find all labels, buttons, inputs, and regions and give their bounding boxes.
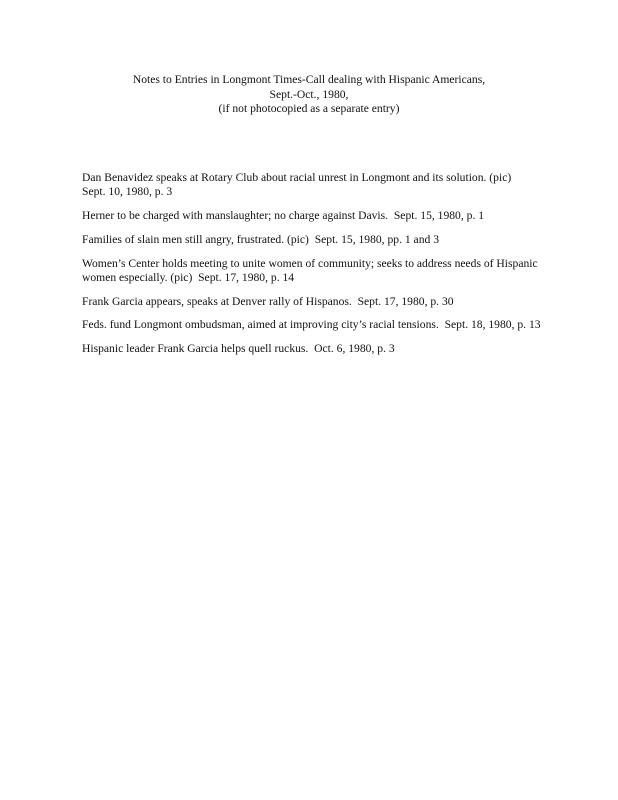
entry-item <box>82 318 552 332</box>
entry-description: Families of slain men still angry, frustrated. (pic) <box>82 232 309 246</box>
entry-citation: Sept. 10, 1980, p. 3 <box>82 185 173 199</box>
entry-description: Women’s Center holds meeting to unite women of community; seeks to address needs of Hispanic women especially. (pic) <box>82 256 538 284</box>
entry-citation: Sept. 17, 1980, p. 14 <box>198 270 295 284</box>
entry-item <box>82 295 552 309</box>
entry-citation: Oct. 6, 1980, p. 3 <box>314 342 395 356</box>
entry-item <box>82 209 552 223</box>
entry-citation: Sept. 15, 1980, p. 1 <box>393 209 485 222</box>
entry-list <box>82 171 552 366</box>
entry-item <box>82 171 552 199</box>
header-note-line: (if not photocopied as a separate entry) <box>218 102 400 115</box>
entry-item <box>82 257 552 285</box>
entry-citation: Sept. 17, 1980, p. 30 <box>357 294 454 308</box>
entry-item <box>82 342 552 356</box>
entry-item <box>82 233 552 247</box>
entry-citation: Sept. 15, 1980, pp. 1 and 3 <box>314 232 439 246</box>
header-title-line: Notes to Entries in Longmont Times-Call dealing with Hispanic Americans, <box>132 73 486 86</box>
entry-description: Dan Benavidez speaks at Rotary Club about racial unrest in Longmont and its solution. (pic) <box>82 171 512 184</box>
document-header <box>0 73 618 117</box>
entry-description: Herner to be charged with manslaughter; no charge against Davis. <box>82 209 389 222</box>
entry-description: Hispanic leader Frank Garcia helps quell ruckus. <box>82 342 309 356</box>
header-date-range-line: Sept.-Oct., 1980, <box>269 87 349 101</box>
entry-citation: Sept. 18, 1980, p. 13 <box>444 318 541 332</box>
entry-description: Frank Garcia appears, speaks at Denver rally of Hispanos. <box>82 294 352 308</box>
entry-description: Feds. fund Longmont ombudsman, aimed at improving city’s racial tensions. <box>82 318 439 332</box>
